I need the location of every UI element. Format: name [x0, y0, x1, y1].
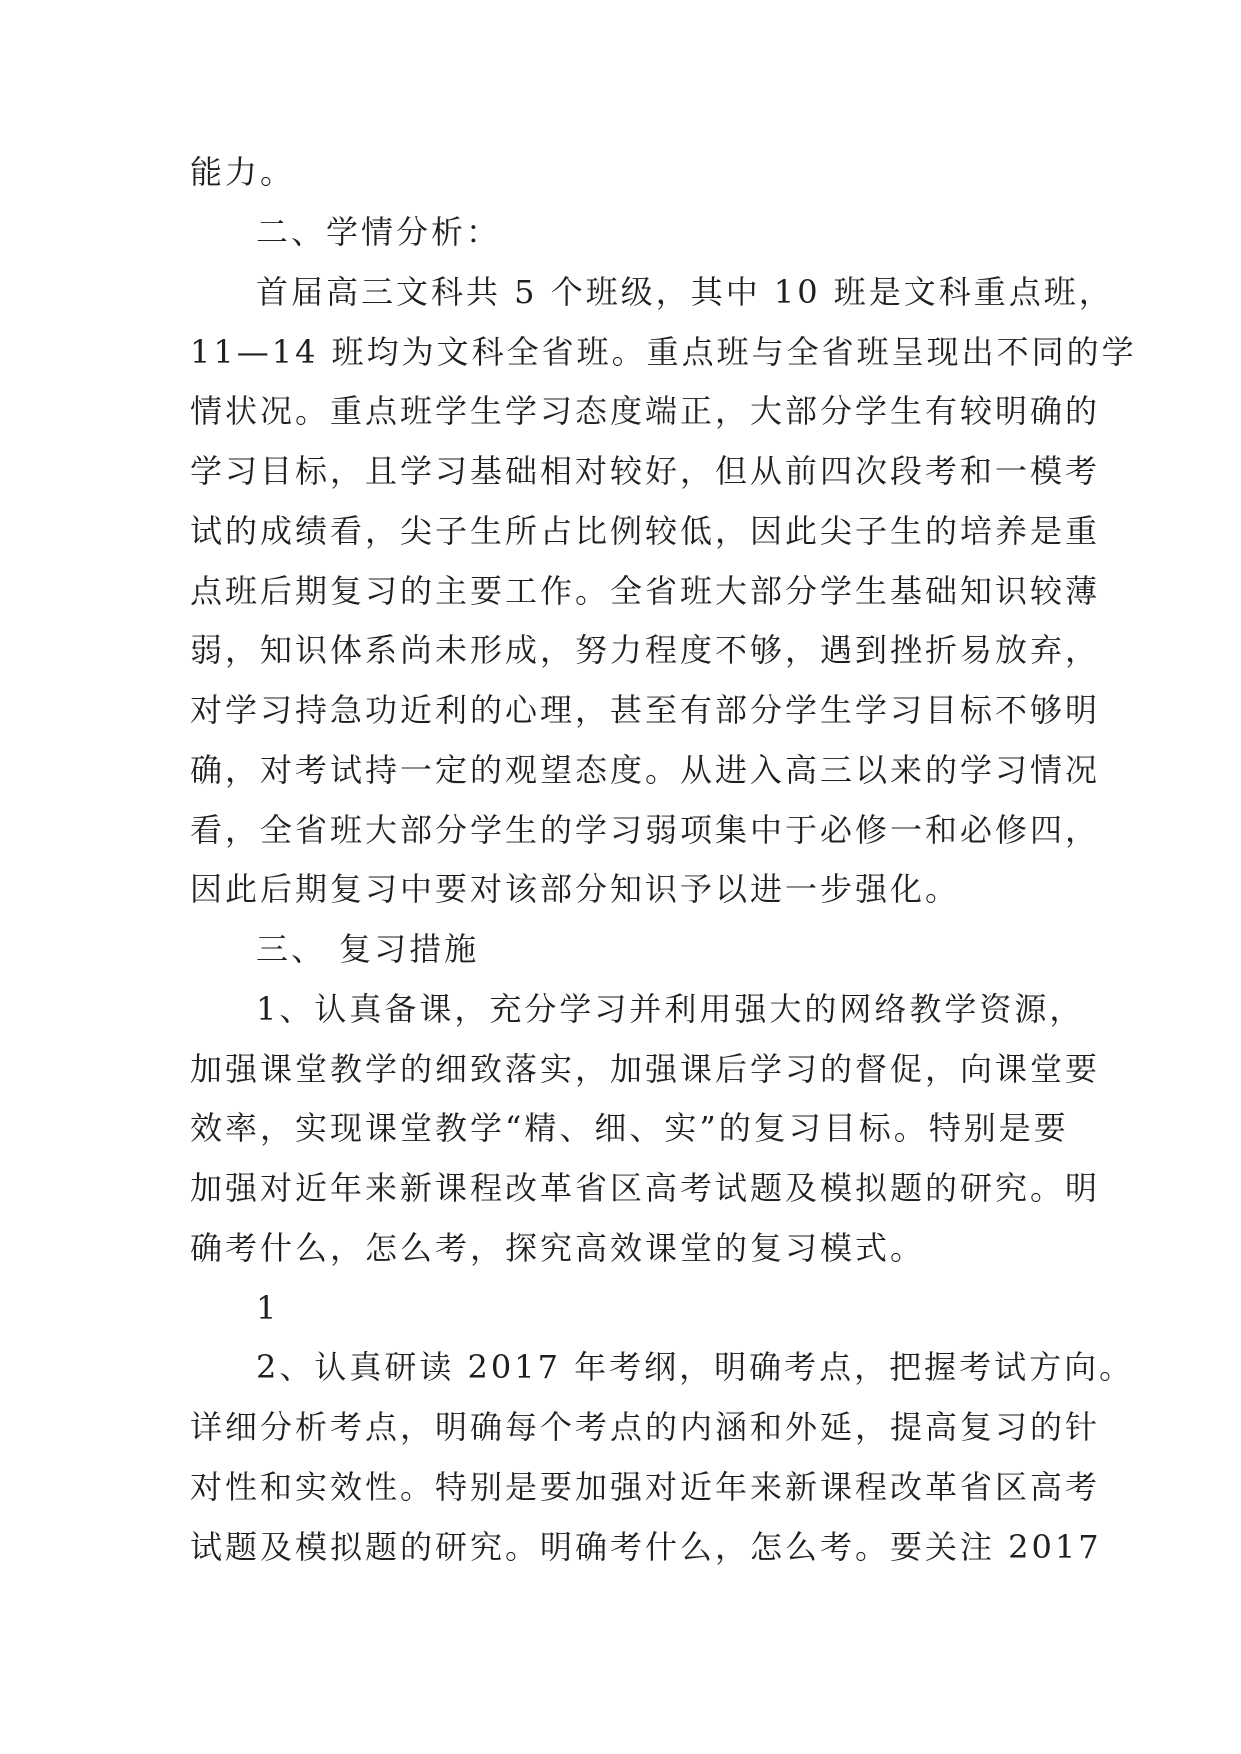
text-line: 看，全省班大部分学生的学习弱项集中于必修一和必修四， [190, 811, 1101, 849]
page-number: 1 [256, 1289, 280, 1327]
text-line: 确考什么，怎么考，探究高效课堂的复习模式。 [190, 1229, 926, 1267]
paragraph-first-line: 首届高三文科共 5 个班级，其中 10 班是文科重点班， [256, 273, 1114, 311]
text-line: 弱，知识体系尚未形成，努力程度不够，遇到挫折易放弃， [190, 631, 1101, 669]
text-line: 因此后期复习中要对该部分知识予以进一步强化。 [190, 870, 961, 908]
section-heading: 二、学情分析： [256, 213, 502, 251]
text-line: 能力。 [190, 153, 296, 191]
text-line: 试题及模拟题的研究。明确考什么，怎么考。要关注 2017 [190, 1528, 1102, 1566]
text-line: 学习目标，且学习基础相对较好，但从前四次段考和一模考 [190, 452, 1101, 490]
text-line: 点班后期复习的主要工作。全省班大部分学生基础知识较薄 [190, 572, 1101, 610]
paragraph-first-line: 1、认真备课，充分学习并利用强大的网络教学资源， [256, 990, 1085, 1028]
text-line: 试的成绩看，尖子生所占比例较低，因此尖子生的培养是重 [190, 512, 1101, 550]
text-line: 确，对考试持一定的观望态度。从进入高三以来的学习情况 [190, 751, 1101, 789]
text-line: 加强课堂教学的细致落实，加强课后学习的督促，向课堂要 [190, 1050, 1101, 1088]
paragraph-first-line: 2、认真研读 2017 年考纲，明确考点，把握考试方向。 [256, 1348, 1135, 1386]
text-line: 效率，实现课堂教学“精、细、实”的复习目标。特别是要 [190, 1109, 1069, 1147]
text-line: 加强对近年来新课程改革省区高考试题及模拟题的研究。明 [190, 1169, 1101, 1207]
text-line: 详细分析考点，明确每个考点的内涵和外延，提高复习的针 [190, 1408, 1101, 1446]
text-line: 11—14 班均为文科全省班。重点班与全省班呈现出不同的学 [190, 333, 1137, 371]
text-line: 对性和实效性。特别是要加强对近年来新课程改革省区高考 [190, 1468, 1101, 1506]
text-line: 对学习持急功近利的心理，甚至有部分学生学习目标不够明 [190, 691, 1101, 729]
section-heading: 三、 复习措施 [256, 930, 480, 968]
text-line: 情状况。重点班学生学习态度端正，大部分学生有较明确的 [190, 392, 1101, 430]
